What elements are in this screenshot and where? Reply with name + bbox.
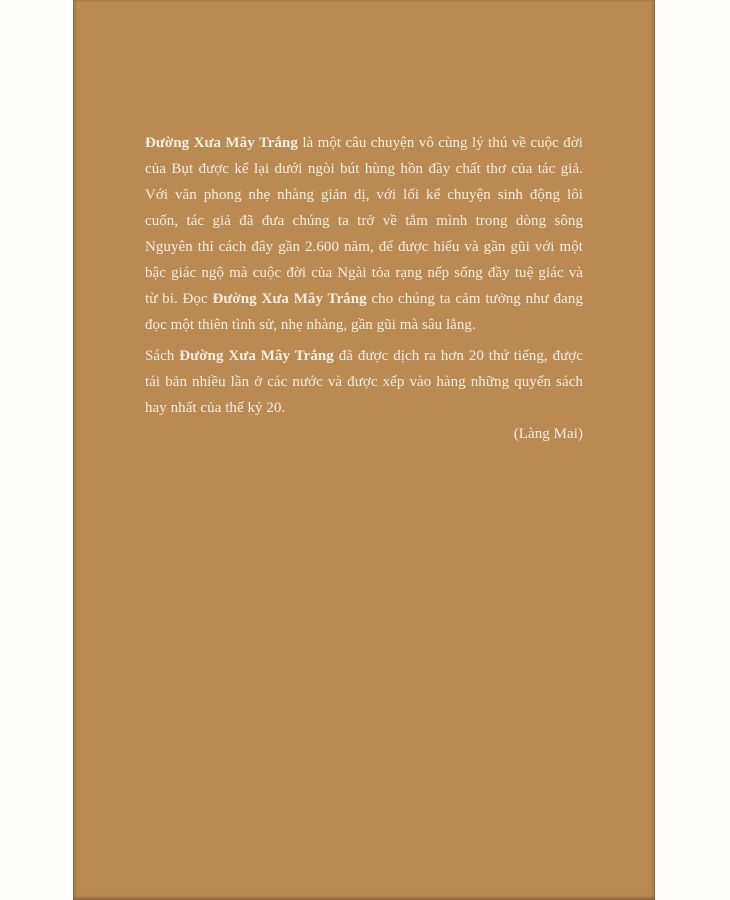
text-segment: cho chúng ta cảm tưởng như đang (366, 291, 583, 307)
text-line (145, 369, 583, 395)
text-segment: tái bản nhiều lần ở các nước và được xếp vào hàng những quyển sách (145, 374, 583, 390)
text-segment: Với văn phong nhẹ nhàng giản dị, với lối kể chuyện sinh động lôi (145, 187, 583, 203)
book-title-emphasis: Đường Xưa Mây Trắng (145, 135, 298, 151)
book-title-emphasis: Đường Xưa Mây Trắng (212, 291, 367, 307)
text-line (145, 156, 583, 182)
text-line (145, 234, 583, 260)
text-segment: Nguyên thỉ cách đây gần 2.600 năm, để được hiểu và gần gũi với một (145, 239, 583, 255)
text-segment: là một câu chuyện vô cùng lý thú về cuộc đời (297, 135, 583, 151)
text-segment: đã được dịch ra hơn 20 thứ tiếng, được (333, 348, 583, 364)
text-segment: đọc một thiên tình sử, nhẹ nhàng, gần gũi mà sâu lắng. (145, 317, 476, 333)
text-segment: hay nhất của thế kỷ 20. (145, 400, 286, 416)
text-line (145, 286, 583, 312)
text-segment: cuốn, tác giả đã đưa chúng ta trở về tắm mình trong dòng sông (145, 213, 583, 229)
text-line (145, 395, 583, 421)
text-line (145, 130, 583, 156)
text-segment: Sách (145, 348, 180, 364)
text-line (145, 343, 583, 369)
synopsis-paragraph (145, 343, 583, 421)
text-segment: từ bi. Đọc (145, 291, 213, 307)
book-title-emphasis: Đường Xưa Mây Trắng (179, 348, 334, 364)
text-line (145, 260, 583, 286)
attribution-paragraph (145, 421, 583, 447)
text-segment: bậc giác ngộ mà cuộc đời của Ngài tỏa rạng nếp sống đầy tuệ giác và (145, 265, 583, 281)
synopsis-text (145, 130, 583, 447)
book-page (73, 0, 655, 900)
text-line (145, 312, 583, 338)
text-line (145, 182, 583, 208)
text-line (145, 208, 583, 234)
text-segment: của Bụt được kể lại dưới ngòi bút hùng hồn đầy chất thơ của tác giả. (145, 161, 583, 177)
text-line (145, 421, 583, 447)
text-segment: (Làng Mai) (513, 426, 583, 442)
synopsis-paragraph (145, 130, 583, 338)
